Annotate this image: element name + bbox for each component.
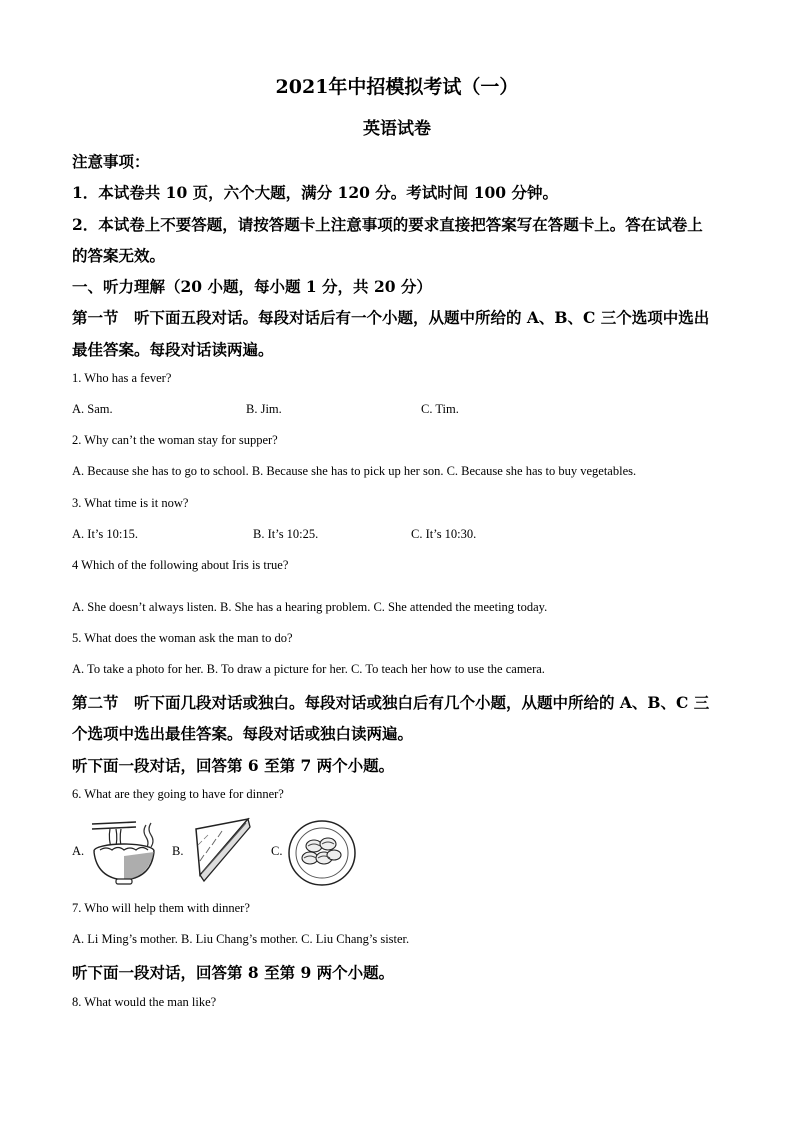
question-7-stem: 7. Who will help them with dinner?	[72, 901, 250, 915]
noodle-bowl-icon	[88, 817, 164, 887]
question-5-stem: 5. What does the woman ask the man to do?	[72, 631, 293, 645]
question-1-stem: 1. Who has a fever?	[72, 371, 172, 385]
question-3-option-b: B. It’s 10:25.	[253, 527, 319, 541]
question-4-options: A. She doesn’t always listen. B. She has a hearing problem. C. She attended the meeting today.	[72, 600, 548, 614]
section-2-line-1: 第二节 听下面几段对话或独白。每段对话或独白后有几个小题，从题中所给的 A、B、C 三	[72, 693, 710, 712]
question-6-option-a: A.	[72, 844, 85, 858]
question-2-stem: 2. Why can’t the woman stay for supper?	[72, 433, 278, 447]
question-4-stem: 4 Which of the following about Iris is true?	[72, 558, 289, 572]
notes-item-2-line-1: 2．本试卷上不要答题，请按答题卡上注意事项的要求直接把答案写在答题卡上。答在试卷上	[72, 215, 703, 234]
notes-item-1: 1．本试卷共 10 页，六个大题，满分 120 分。考试时间 100 分钟。	[72, 183, 558, 202]
question-1-option-b: B. Jim.	[246, 402, 282, 416]
section-1-line-1: 第一节 听下面五段对话。每段对话后有一个小题，从题中所给的 A、B、C 三个选项中选出	[72, 308, 710, 327]
question-2-options: A. Because she has to go to school. B. Because she has to pick up her son. C. Because she has to buy vegetables.	[72, 464, 637, 478]
dialog-6-7-heading: 听下面一段对话，回答第 6 至第 7 两个小题。	[72, 756, 395, 775]
page-subtitle: 英语试卷	[363, 119, 431, 139]
question-6-option-b: B.	[172, 844, 184, 858]
section-1-line-2: 最佳答案。每段对话读两遍。	[72, 340, 274, 359]
question-8-stem: 8. What would the man like?	[72, 995, 217, 1009]
question-1-option-a: A. Sam.	[72, 402, 113, 416]
question-5-options: A. To take a photo for her. B. To draw a picture for her. C. To teach her how to use the camera.	[72, 662, 545, 676]
sandwich-icon	[188, 815, 256, 883]
notes-item-2-line-2: 的答案无效。	[72, 246, 166, 265]
notes-heading: 注意事项：	[72, 152, 150, 171]
dumpling-plate-icon	[286, 818, 358, 888]
question-7-options: A. Li Ming’s mother. B. Liu Chang’s mother. C. Liu Chang’s sister.	[72, 932, 410, 946]
question-3-option-a: A. It’s 10:15.	[72, 527, 138, 541]
part-1-heading: 一、听力理解（20 小题，每小题 1 分，共 20 分）	[72, 277, 432, 296]
dialog-8-9-heading: 听下面一段对话，回答第 8 至第 9 两个小题。	[72, 963, 395, 982]
question-6-stem: 6. What are they going to have for dinner?	[72, 787, 284, 801]
page-title: 2021年中招模拟考试（一）	[275, 76, 519, 98]
question-6-option-c: C.	[271, 844, 283, 858]
question-3-option-c: C. It’s 10:30.	[411, 527, 477, 541]
question-3-stem: 3. What time is it now?	[72, 496, 189, 510]
question-1-option-c: C. Tim.	[421, 402, 459, 416]
section-2-line-2: 个选项中选出最佳答案。每段对话或独白读两遍。	[72, 724, 414, 743]
